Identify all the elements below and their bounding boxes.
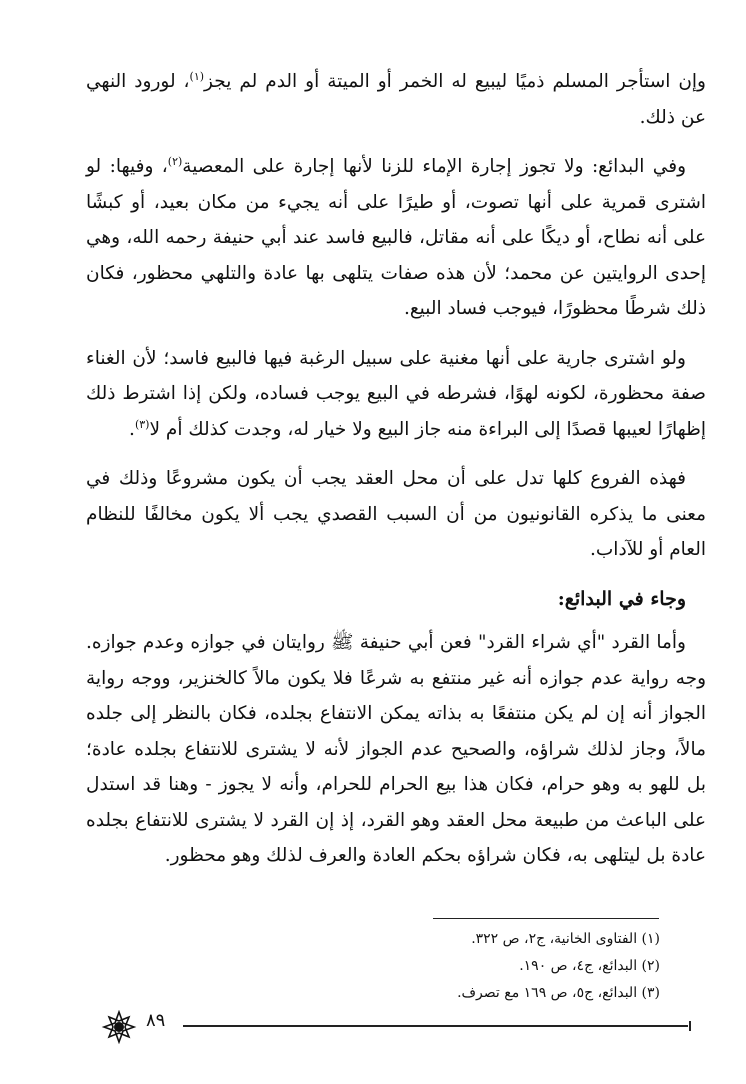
paragraph-2 [86, 149, 706, 327]
paragraph-1 [86, 64, 706, 135]
paragraph-3-text: ولو اشترى جارية على أنها مغنية على سبيل الرغبة فيها فالبيع فاسد؛ لأن الغناء صفة محظورة، لكونه لهوًا، فشرطه في البيع يوجب فساده، ولكن إذا اشترط ذلك إظهارًا لعيبها قصدًا إلى البراءة منه جاز البيع ولا خيار له، وجدت كذلك أم لا [86, 347, 706, 440]
paragraph-3 [86, 341, 706, 448]
page-number: ٨٩ [146, 1010, 166, 1031]
paragraph-3-end: . [129, 418, 135, 440]
paragraph-4: فهذه الفروع كلها تدل على أن محل العقد يجب أن يكون مشروعًا وذلك في معنى ما يذكره القانونيون من أن السبب القصدي يجب ألا يكون مخالفًا للنظام العام أو للآداب. [86, 468, 706, 560]
footnote-1: (١) الفتاوى الخانية، ج٢، ص ٣٢٢. [471, 931, 660, 947]
paragraph-2-rest: ، وفيها: لو اشترى قمرية على أنها تصوت، أو طيرًا على أنه يجيء من مكان بعيد، أو كبشًا على أنه نطاح، أو ديكًا على أنه مقاتل، فالبيع فاسد عند أبي حنيفة رحمه الله، وهي إحدى الروايتين عن محمد؛ لأن هذه صفات يتلهى بها عادة والتلهي محظور، فكان ذلك شرطًا محظورًا، فيوجب فساد البيع. [86, 156, 706, 319]
footnote-ref-1: (١) [189, 69, 205, 83]
footnotes [240, 926, 660, 1007]
footnote-2: (٢) البدائع، ج٤، ص ١٩٠. [519, 958, 660, 974]
paragraph-2-text: وفي البدائع: ولا تجوز إجارة الإماء للزنا لأنها إجارة على المعصية [182, 156, 687, 177]
footnote-ref-3: (٣) [134, 417, 150, 431]
footnote-3: (٣) البدائع، ج٥، ص ١٦٩ مع تصرف. [457, 985, 660, 1001]
footnote-separator [433, 918, 659, 919]
section-heading: وجاء في البدائع: [557, 587, 686, 610]
paragraph-1-rest: ، لورود النهي عن ذلك. [86, 71, 706, 128]
footer-rule [183, 1025, 688, 1027]
paragraph-5: وأما القرد "أي شراء القرد" فعن أبي حنيفة ﷺ روايتان في جوازه وعدم جوازه. وجه رواية عدم جوازه أنه غير منتفع به شرعًا فلا يكون مالاً كالخنزير، ووجه رواية الجواز أنه إن لم يكن منتفعًا به بذاته يمكن الانتفاع بجلده، فكان بالنظر إلى جلده مالاً، وجاز لذلك شراؤه، والصحيح عدم الجواز لأنه لا يشترى للانتفاع بجلده عادة؛ بل للهو به وهو حرام، فكان هذا بيع الحرام للحرام، وأنه لا يجوز - وهنا قد استدل على الباعث من طبيعة محل العقد وهو القرد، إذ إن القرد لا يشترى للانتفاع بجلده عادة بل ليتلهى به، فكان شراؤه بحكم العادة والعرف لذلك وهو محظور. [86, 632, 706, 866]
paragraph-1-text: وإن استأجر المسلم ذميًا ليبيع له الخمر أو الميتة أو الدم لم يجز [204, 71, 706, 92]
star-ornament-icon [100, 1010, 138, 1044]
main-text [86, 64, 706, 888]
footnote-ref-2: (٢) [167, 154, 183, 168]
